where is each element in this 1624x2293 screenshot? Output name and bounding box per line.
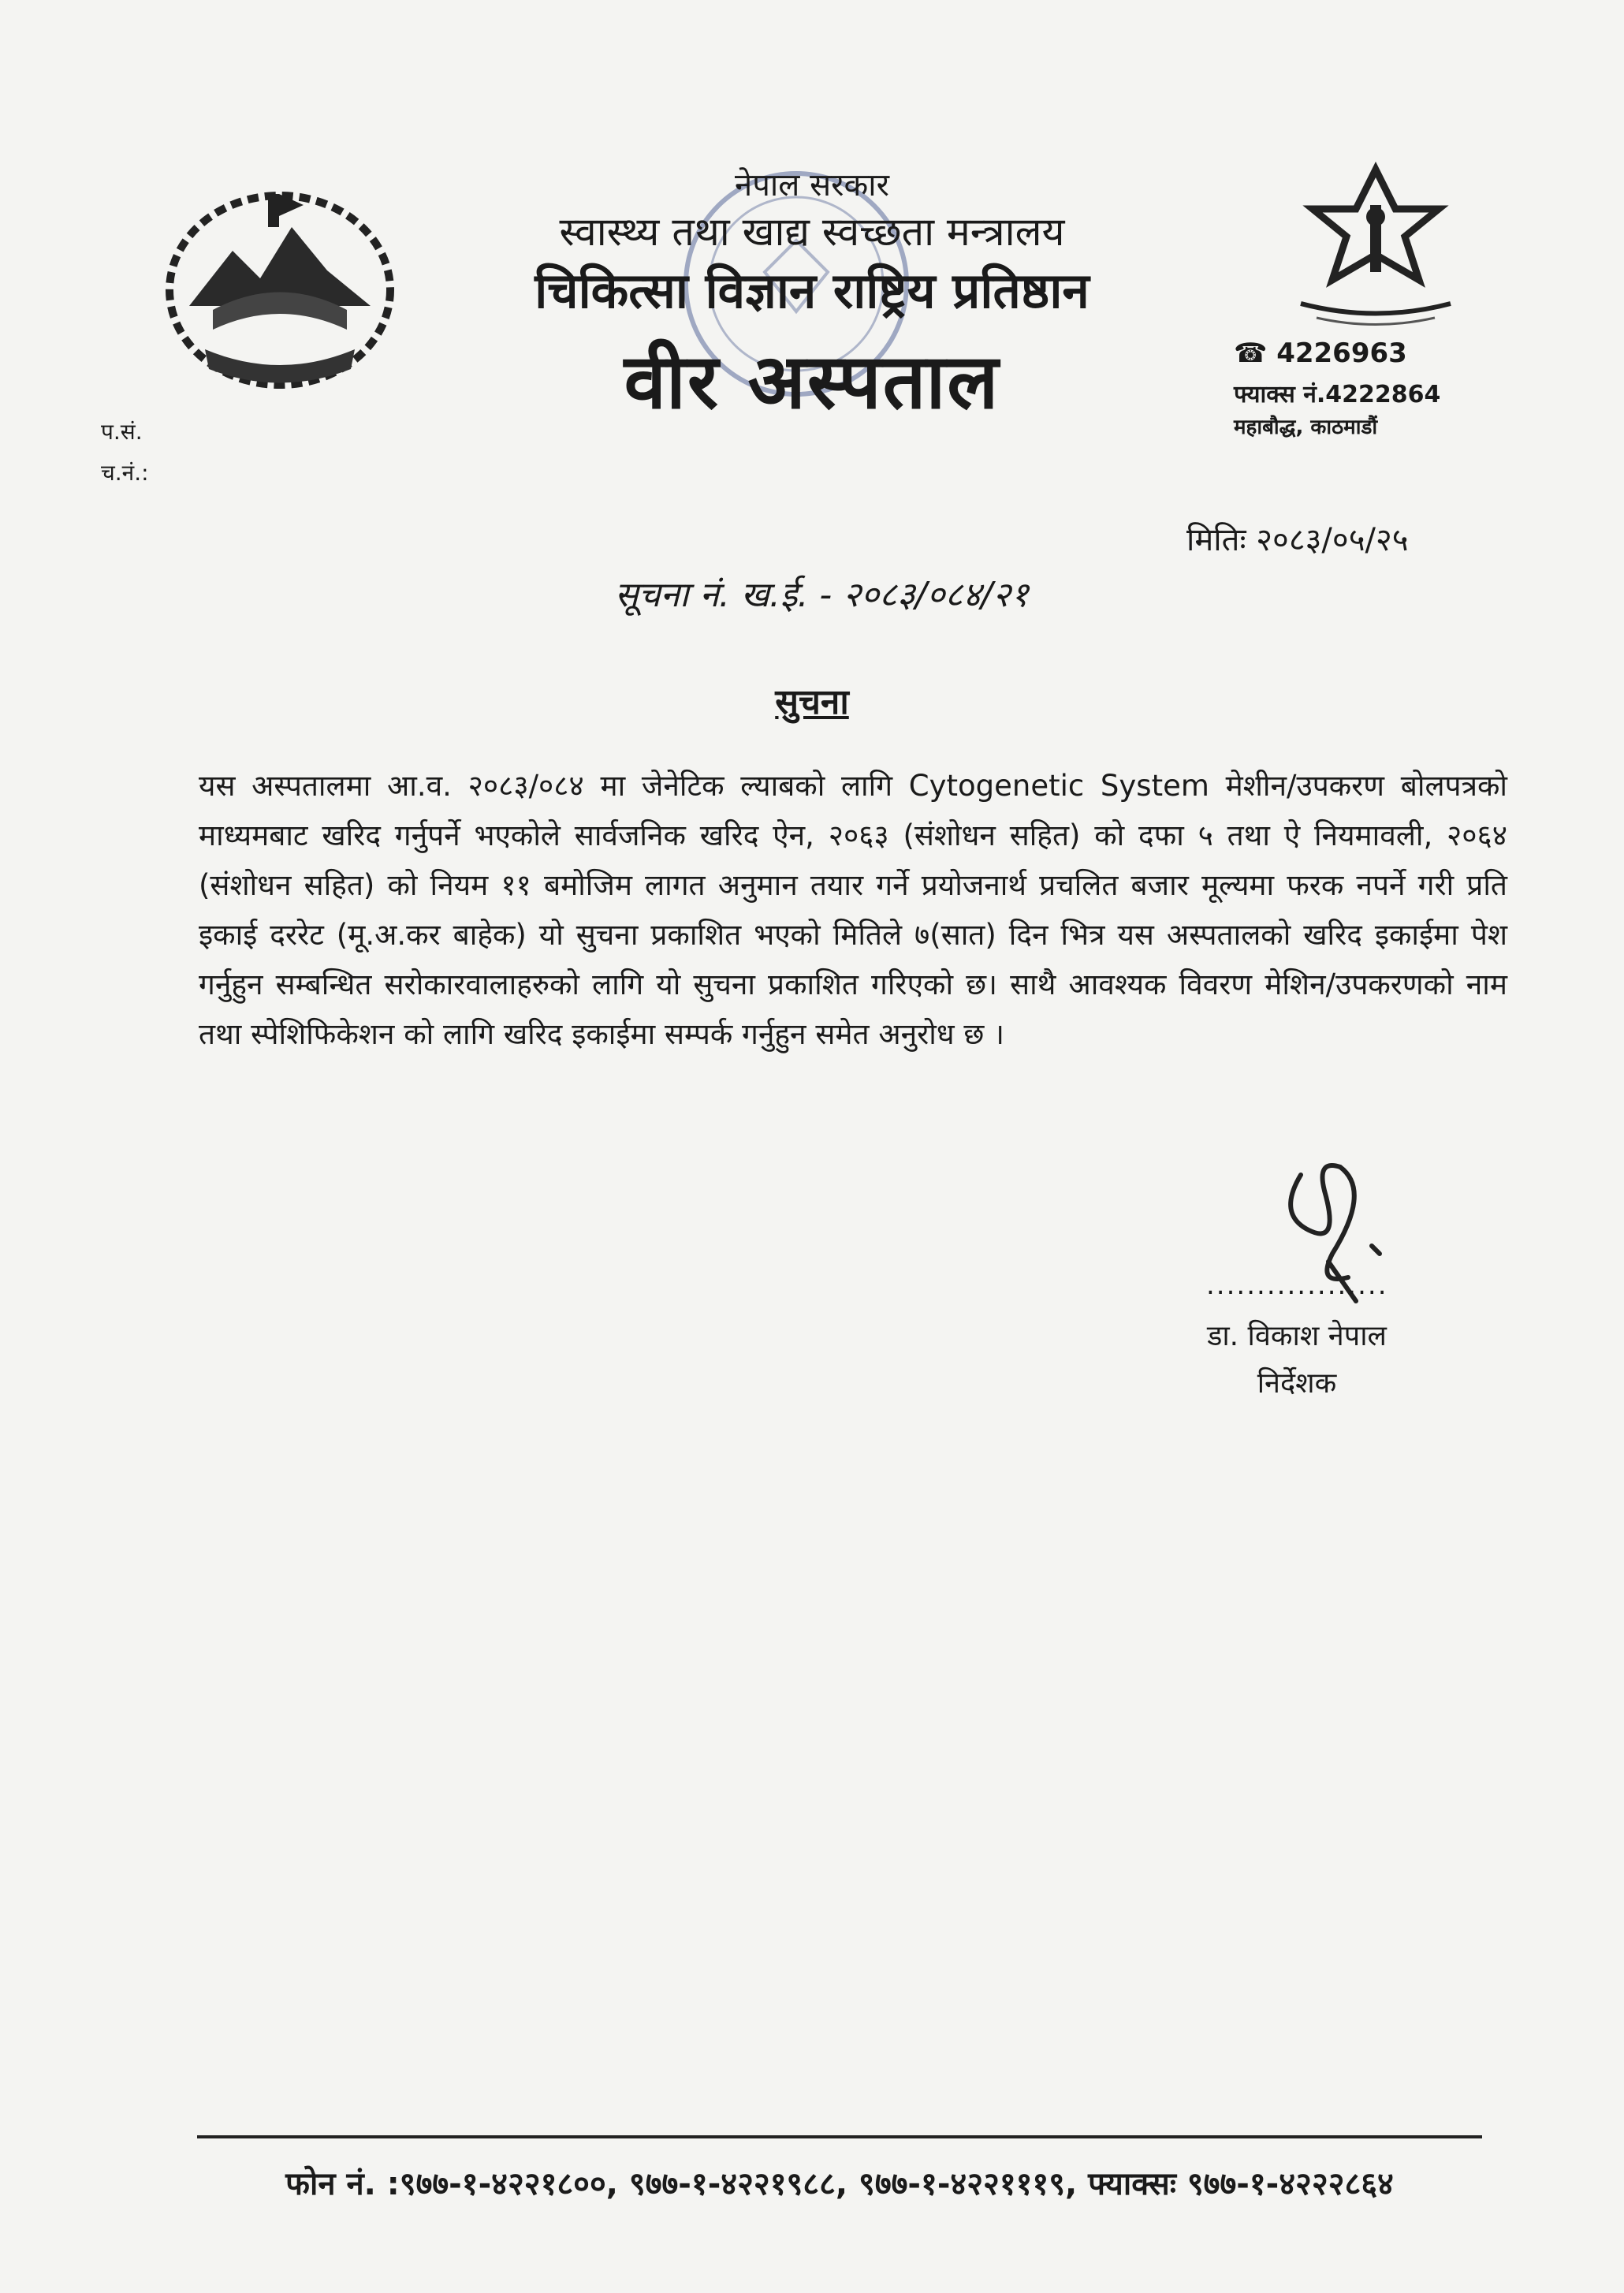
institution-logo-icon (1285, 162, 1466, 331)
signatory-title: निर्देशक (1257, 1367, 1337, 1400)
government-line: नेपाल सरकार (735, 167, 889, 203)
contact-fax: फ्याक्स नं.4222864 (1234, 381, 1441, 408)
hospital-name: वीर अस्पताल (624, 337, 1000, 426)
dispatch-number-label: च.नं.: (101, 460, 149, 486)
footer-contact: फोन नं. :९७७-१-४२२१८००, ९७७-१-४२२१९८८, ९७७-१-४२२१११९, फ्याक्सः ९७७-१-४२२२८६४ (285, 2166, 1394, 2202)
notice-date: मितिः २०८३/०५/२५ (1186, 522, 1409, 558)
contact-phone: ☎ 4226963 (1234, 337, 1407, 369)
signature-line: .................. (1206, 1270, 1388, 1301)
notice-heading: सुचना (775, 682, 849, 722)
institute-name: चिकित्सा विज्ञान राष्ट्रिय प्रतिष्ठान (535, 262, 1089, 319)
nepal-emblem-icon (158, 180, 402, 393)
notice-body: यस अस्पतालमा आ.व. २०८३/०८४ मा जेनेटिक ल्याबको लागि Cytogenetic System मेशीन/उपकरण बोलपत्रको माध्यमबाट खरिद गर्नुपर्ने भएकोले सार्वजनिक खरिद ऐन, २०६३ (संशोधन सहित) को दफा ५ तथा ऐ नियमावली, २०६४ (संशोधन सहित) को नियम ११ बमोजिम लागत अनुमान तयार गर्ने प्रयोजनार्थ प्रचलित बजार मूल्यमा फरक नपर्ने गरी प्रति इकाई दररेट (मू.अ.कर बाहेक) यो सुचना प्रकाशित भएको मितिले ७(सात) दिन भित्र यस अस्पतालको खरिद इकाईमा पेश गर्नुहुन सम्बन्धित सरोकारवालाहरुको लागि यो सुचना प्रकाशित गरिएको छ। साथै आवश्यक विवरण मेशिन/उपकरणको नाम तथा स्पेशिफिकेशन को लागि खरिद इकाईमा सम्पर्क गर्नुहुन समेत अनुरोध छ । (199, 769, 1507, 1051)
letter-number-label: प.सं. (101, 419, 143, 445)
contact-address: महाबौद्ध, काठमाडौं (1234, 416, 1378, 439)
ministry-name: स्वास्थ्य तथा खाद्य स्वच्छता मन्त्रालय (559, 209, 1065, 255)
footer-divider (197, 2135, 1482, 2138)
signatory-name: डा. विकाश नेपाल (1207, 1320, 1387, 1352)
notice-number: सूचना नं. ख.ई. - २०८३/०८४/२१ (615, 575, 1029, 615)
